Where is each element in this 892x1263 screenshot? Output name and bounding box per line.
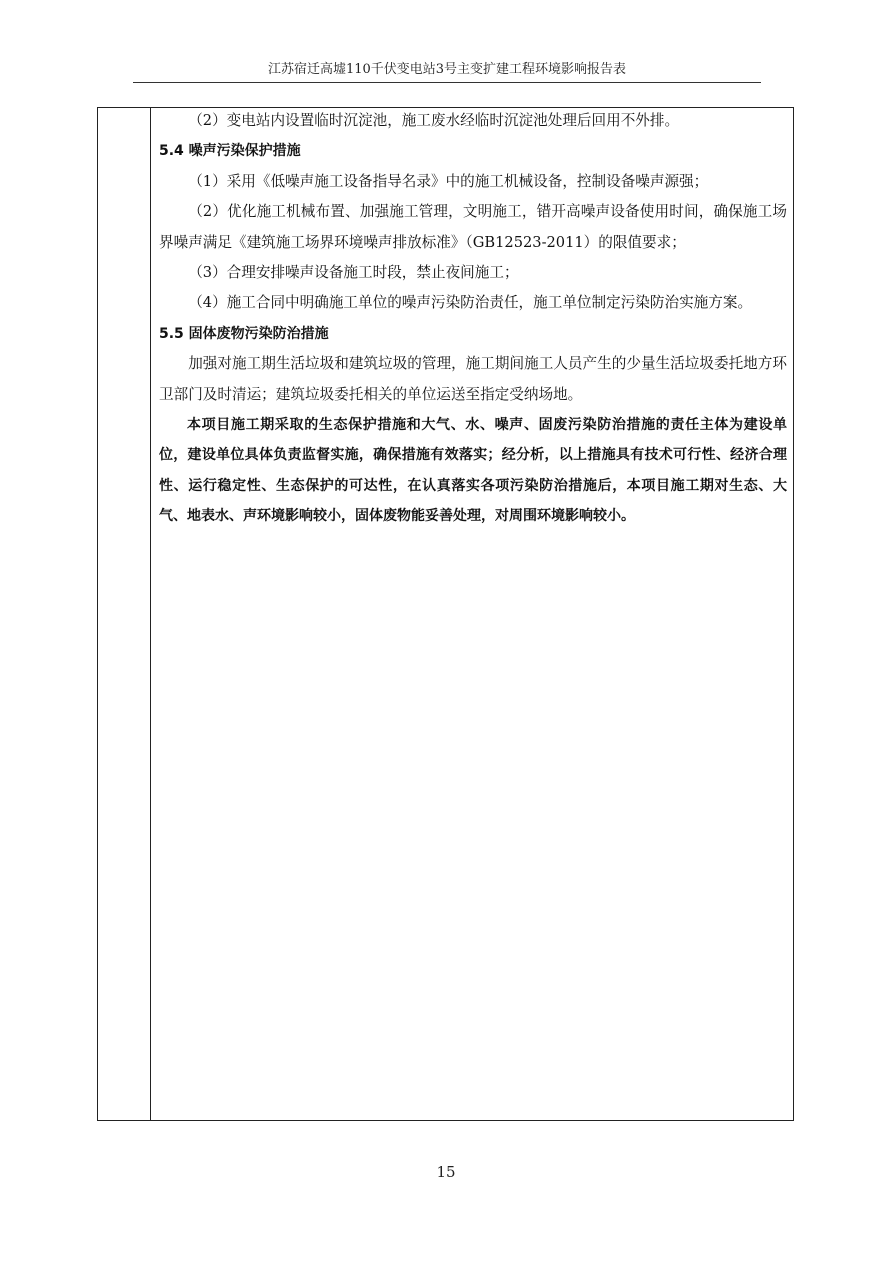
solid-waste-paragraph: 加强对施工期生活垃圾和建筑垃圾的管理，施工期间施工人员产生的少量生活垃圾委托地方环卫部门及时清运；建筑垃圾委托相关的单位运送至指定受纳场地。 — [159, 355, 787, 403]
table-content-cell — [159, 106, 787, 532]
conclusion-paragraph: 本项目施工期采取的生态保护措施和大气、水、噪声、固废污染防治措施的责任主体为建设单位，建设单位具体负责监督实施，确保措施有效落实；经分析，以上措施具有技术可行性、经济合理性、运行稳定性、生态保护的可达性，在认真落实各项污染防治措施后，本项目施工期对生态、大气、地表水、声环境影响较小，固体废物能妥善处理，对周围环境影响较小。 — [159, 417, 787, 525]
table-left-column-divider — [150, 108, 151, 1121]
noise-measure-item: （3）合理安排噪声设备施工时段，禁止夜间施工； — [188, 264, 519, 282]
noise-measure-item: （2）优化施工机械布置、加强施工管理，文明施工，错开高噪声设备使用时间，确保施工场界噪声满足《建筑施工场界环境噪声排放标准》（GB12523-2011）的限值要求； — [159, 203, 787, 251]
section-heading-solid-waste: 5.5 固体废物污染防治措施 — [159, 325, 329, 342]
noise-measure-item: （4）施工合同中明确施工单位的噪声污染防治责任，施工单位制定污染防治实施方案。 — [188, 294, 753, 312]
section-heading-noise: 5.4 噪声污染保护措施 — [159, 143, 301, 160]
noise-measure-item: （1）采用《低噪声施工设备指导名录》中的施工机械设备，控制设备噪声源强； — [188, 172, 709, 190]
page-header-title: 江苏宿迁高墟110千伏变电站3号主变扩建工程环境影响报告表 — [267, 62, 627, 77]
water-measure-item-2: （2）变电站内设置临时沉淀池，施工废水经临时沉淀池处理后回用不外排。 — [188, 112, 680, 129]
page-number: 15 — [436, 1163, 456, 1181]
header-divider — [133, 82, 761, 83]
